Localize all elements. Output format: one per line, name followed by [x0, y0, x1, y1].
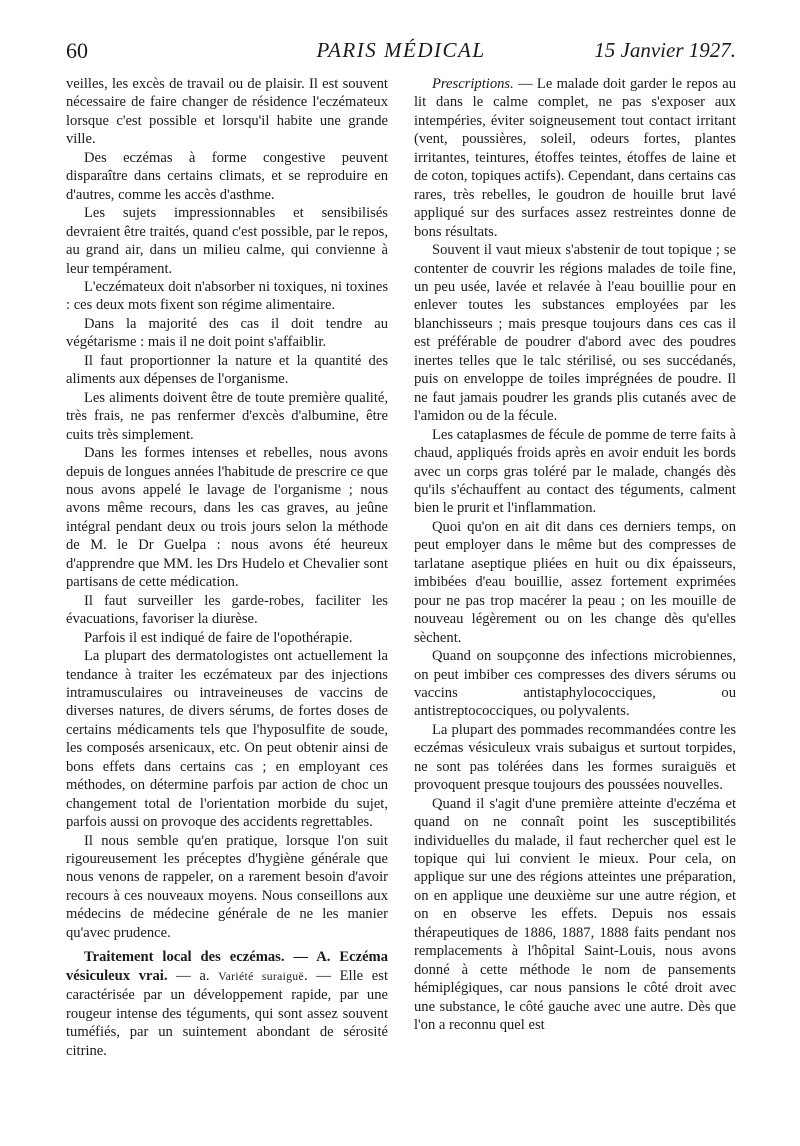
right-column	[414, 75, 736, 1035]
paragraph: L'eczémateux doit n'absorber ni toxiques, ni toxines : ces deux mots fixent son régime alimentaire.	[66, 278, 388, 314]
paragraph-text: — Le malade doit garder le repos au lit dans le calme complet, ne pas s'exposer aux intempéries, éviter soigneusement tout contact irritant (vent, poussières, soleil, odeurs fortes, plantes irritantes, teintures, étoffes teintes, étoffes de laine et de coton, topiques actifs). Cependant, dans certains cas rares, très rebelles, le goudron de houille brut lavé appliqué sur des surfaces assez restreintes donne de bons résultats.	[414, 76, 736, 240]
left-column	[66, 75, 388, 1060]
prescriptions-lead: Prescriptions.	[432, 76, 514, 92]
paragraph: Parfois il est indiqué de faire de l'opothérapie.	[84, 629, 353, 646]
paragraph: Il faut surveiller les garde-robes, faciliter les évacuations, favoriser la diurèse.	[66, 592, 388, 628]
running-title: PARIS MÉDICAL	[316, 38, 486, 62]
paragraph: Quand il s'agit d'une première atteinte d'eczéma et quand on ne connaît point les susceptibilités individuelles du malade, il faut rechercher quel est le topique qui lui convient le mieux. Pour cela, on applique sur une des régions atteintes une préparation, on en applique une deuxième sur une autre région, et on en observe les effets. Depuis nos essais thérapeutiques de 1886, 1887, 1888 faits pendant nos remplacements à l'hôpital Saint-Louis, nous avons donné à cette méthode le nom de pansements hémiplégiques, car nous pansions le côté droit avec une substance, le côté gauche avec une autre. Dès que l'on a reconnu quel est	[414, 795, 736, 1034]
paragraph: veilles, les excès de travail ou de plaisir. Il est souvent nécessaire de faire changer de résidence l'eczémateux lorsque c'est possible et lorsqu'il habite une grande ville.	[66, 76, 388, 148]
paragraph: Il faut proportionner la nature et la quantité des aliments aux dépenses de l'organisme.	[66, 352, 388, 388]
paragraph: La plupart des dermatologistes ont actuellement la tendance à traiter les eczémateux par des injections intramusculaires ou intraveineuses de vaccins de diverses natures, de divers sérums, de fortes doses de certains médicaments tels que l'hyposulfite de soude, les composés arsenicaux, etc. On peut obtenir ainsi de bons effets dans certains cas ; en employant ces méthodes, on détermine parfois par action de choc un changement total de l'orientation morbide du sujet, parfois aussi on provoque des accidents regrettables.	[66, 648, 388, 831]
paragraph: Les sujets impressionnables et sensibilisés devraient être traités, quand c'est possible, par le repos, au grand air, dans un milieu calme, qui convienne à leur tempérament.	[66, 205, 388, 277]
page-number: 60	[66, 38, 88, 63]
subsection-name: Variété suraiguë	[218, 970, 305, 983]
subsection-marker: — a.	[167, 967, 219, 984]
paragraph: Souvent il vaut mieux s'abstenir de tout topique ; se contenter de couvrir les régions malades de toile fine, un peu usée, lavée et relavée à l'eau bouillie pour en enlever toutes les substances employées par les blanchisseurs ; mais presque toujours dans ces cas il est préférable de poudrer d'abord avec des poudres inertes telles que le talc stérilisé, ou ses succédanés, puis on enveloppe de toiles imprégnées de poudre. Il ne faut jamais poudrer les grands plis cutanés avec de l'amidon ou de la fécule.	[414, 242, 736, 425]
paragraph: Des eczémas à forme congestive peuvent disparaître dans certains climats, et se reproduire en d'autres, comme les accès d'asthme.	[66, 149, 388, 203]
paragraph: Les aliments doivent être de toute première qualité, très frais, ne pas renfermer d'excès d'albumine, être cuits très simplement.	[66, 389, 388, 443]
paragraph: La plupart des pommades recommandées contre les eczémas vésiculeux vrais subaigus et surtout torpides, ne sont pas tolérées dans les formes suraiguës et provoquent presque toujours des poussées nouvelles.	[414, 721, 736, 794]
paragraph: Il nous semble qu'en pratique, lorsque l'on suit rigoureusement les préceptes d'hygiène générale que nous venons de rappeler, on a rarement besoin d'avoir recours à ces nouveaux moyens. Nous conseillons aux médecins de médecine générale de ne les manier qu'avec prudence.	[66, 832, 388, 941]
page-header	[66, 38, 736, 68]
issue-date: 15 Janvier 1927.	[594, 38, 736, 62]
section-text: . — Elle est caractérisée par un développement rapide, par une rougeur intense des téguments, qui sont assez souvent tuméfiés, par un suintement abondant de sérosité citrine.	[66, 967, 388, 1059]
paragraph: Les cataplasmes de fécule de pomme de terre faits à chaud, appliqués froids après en avoir enduit les bords avec un corps gras toléré par le malade, changés dès qu'ils s'échauffent au contact des téguments, calment bien le prurit et l'inflammation.	[414, 426, 736, 517]
paragraph: Dans la majorité des cas il doit tendre au végétarisme : mais il ne doit point s'affaiblir.	[66, 315, 388, 351]
paragraph	[414, 75, 736, 241]
paragraph: Dans les formes intenses et rebelles, nous avons depuis de longues années l'habitude de prescrire ce que nous avons appelé le lavage de l'organisme ; nous avons même recours, dans les cas graves, au jeûne intégral pendant deux ou trois jours selon la méthode de M. le Dr Guelpa : nous avons été heureux d'apprendre que MM. les Drs Hudelo et Chevalier sont partisans de cette médication.	[66, 445, 388, 591]
section-heading: Traitement local des eczémas. — A. Eczéma vésiculeux vrai.	[66, 949, 388, 984]
paragraph: Quoi qu'on en ait dit dans ces derniers temps, on peut employer dans le même but des compresses de tarlatane aseptique pliées en huit ou dix épaisseurs, imbibées d'eau bouillie, assez fortement exprimées pour ne pas trop macérer la peau ; on les mouille de nouveau légèrement ou on les change dès qu'elles sèchent.	[414, 518, 736, 646]
section-paragraph	[66, 948, 388, 1060]
paragraph: Quand on soupçonne des infections microbiennes, on peut imbiber ces compresses des divers sérums ou vaccins antistaphylococciques, ou antistreptococciques, ou polyvalents.	[414, 648, 736, 720]
